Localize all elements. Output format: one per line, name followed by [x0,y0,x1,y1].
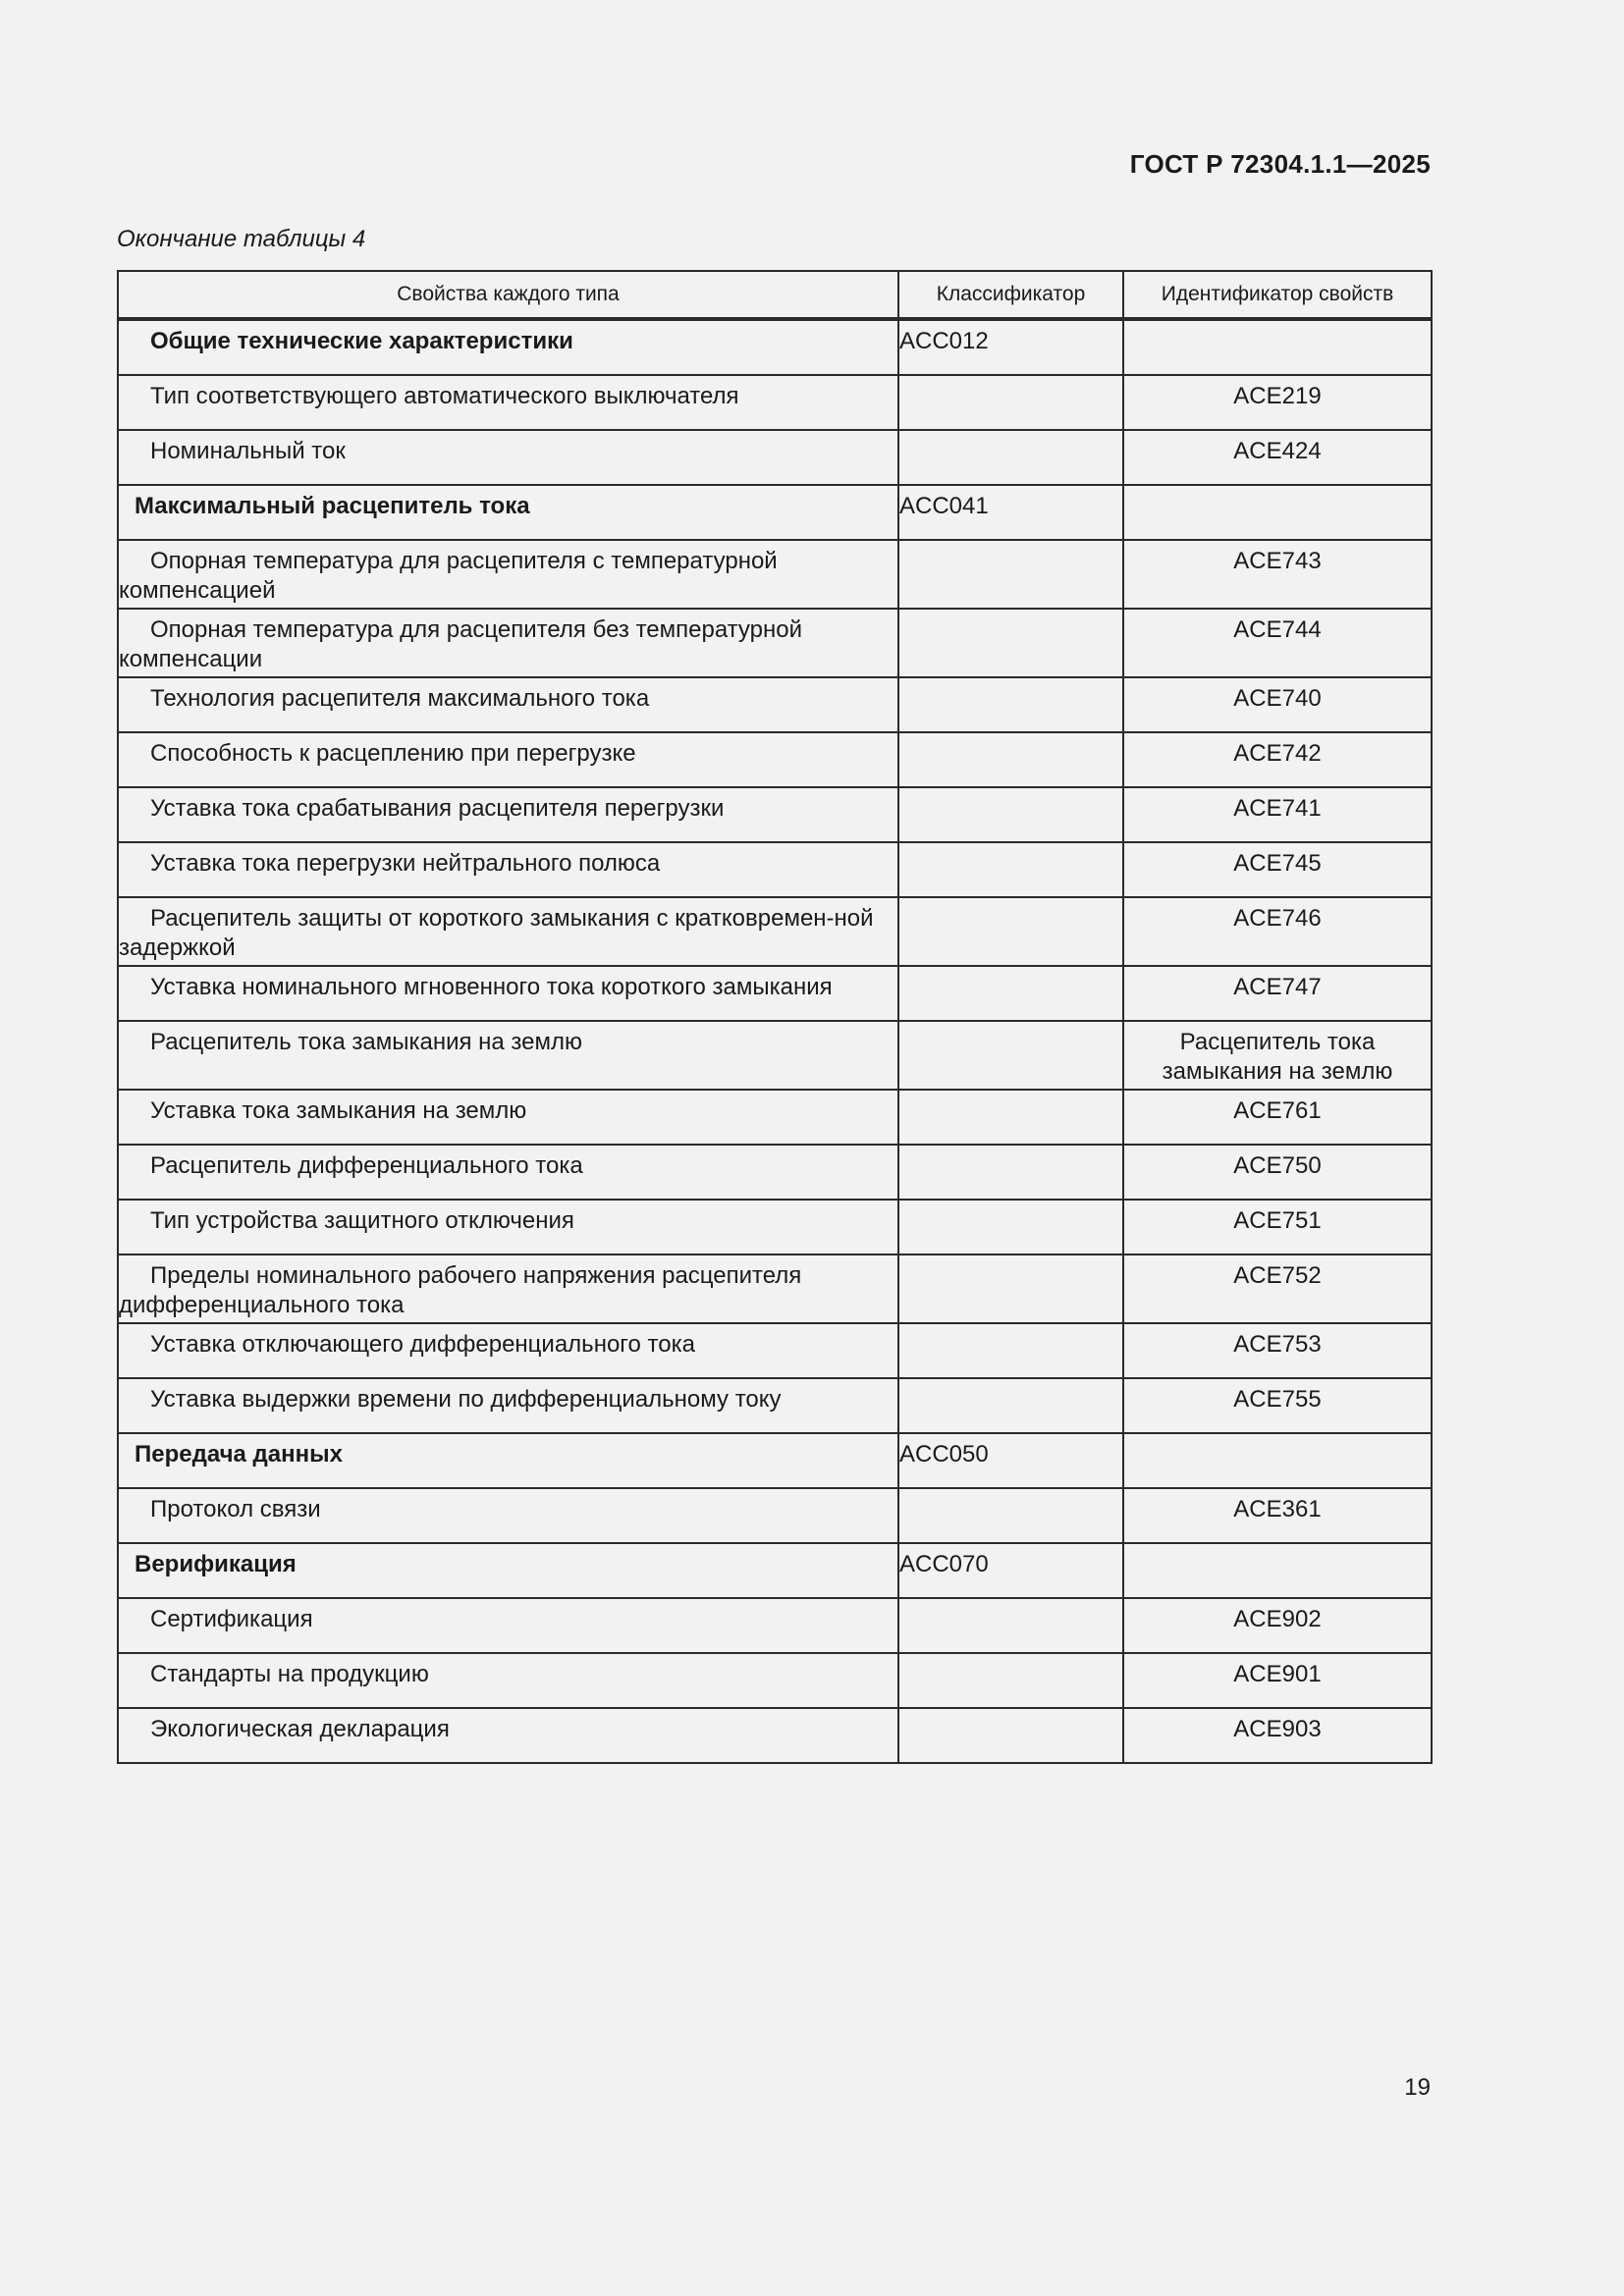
property-group-label: Общие технические характеристики [150,328,573,354]
identifier-cell: ACE744 [1123,609,1432,677]
property-name-cell [118,677,898,732]
table-row [118,1708,1432,1763]
property-name-cell [118,1378,898,1433]
property-name-cell [118,1543,898,1598]
property-name-cell [118,966,898,1021]
table-row [118,375,1432,430]
table-row [118,1090,1432,1145]
classifier-cell [898,1255,1123,1323]
column-header-properties: Свойства каждого типа [118,271,898,319]
property-name: Способность к расцеплению при перегрузке [150,740,636,767]
table-row [118,1145,1432,1200]
property-name-cell [118,1653,898,1708]
property-name: Уставка отключающего дифференциального тока [150,1331,695,1358]
table-group-row [118,485,1432,540]
property-name-cell [118,1488,898,1543]
identifier-cell: ACE903 [1123,1708,1432,1763]
property-group-label: Максимальный расцепитель тока [135,493,530,519]
table-row [118,1598,1432,1653]
property-group-label: Верификация [135,1551,297,1577]
identifier-cell: ACE901 [1123,1653,1432,1708]
table-row [118,1653,1432,1708]
property-name-cell [118,1708,898,1763]
property-name-cell [118,1021,898,1090]
identifier-cell: ACE741 [1123,787,1432,842]
classifier-cell [898,787,1123,842]
column-header-classifier: Классификатор [898,271,1123,319]
property-name: Сертификация [150,1606,313,1632]
property-name-cell [118,1200,898,1255]
property-name: Опорная температура для расцепителя с температурной компенсацией [119,548,778,604]
classifier-cell [898,430,1123,485]
property-name: Уставка выдержки времени по дифференциальному току [150,1386,782,1413]
classifier-cell [898,1200,1123,1255]
identifier-cell: ACE755 [1123,1378,1432,1433]
identifier-cell: ACE747 [1123,966,1432,1021]
identifier-cell: ACE752 [1123,1255,1432,1323]
property-name-cell [118,732,898,787]
property-name-cell [118,540,898,609]
property-name-cell [118,787,898,842]
property-name-cell [118,897,898,966]
classifier-cell [898,897,1123,966]
property-name: Стандарты на продукцию [150,1661,429,1687]
property-name-cell [118,319,898,375]
classifier-cell: ACC070 [898,1543,1123,1598]
properties-table [117,270,1433,1764]
table-row [118,430,1432,485]
identifier-cell: ACE743 [1123,540,1432,609]
classifier-cell [898,1323,1123,1378]
identifier-cell: ACE745 [1123,842,1432,897]
table-row [118,1378,1432,1433]
classifier-cell: ACC012 [898,319,1123,375]
identifier-cell: ACE740 [1123,677,1432,732]
classifier-cell [898,842,1123,897]
table-group-row [118,1433,1432,1488]
identifier-cell [1123,319,1432,375]
table-row [118,787,1432,842]
property-name: Тип устройства защитного отключения [150,1207,574,1234]
classifier-cell [898,1145,1123,1200]
column-header-identifier: Идентификатор свойств [1123,271,1432,319]
property-name-cell [118,430,898,485]
classifier-cell [898,1708,1123,1763]
table-row [118,1255,1432,1323]
identifier-cell [1123,1543,1432,1598]
identifier-cell: ACE219 [1123,375,1432,430]
identifier-cell: ACE750 [1123,1145,1432,1200]
identifier-cell [1123,1433,1432,1488]
document-code: ГОСТ Р 72304.1.1—2025 [1129,149,1431,179]
property-name: Расцепитель защиты от короткого замыкания с кратковремен-ной задержкой [119,905,874,961]
identifier-cell: Расцепитель тока замыкания на землю [1123,1021,1432,1090]
table-row [118,966,1432,1021]
classifier-cell [898,732,1123,787]
classifier-cell [898,1090,1123,1145]
identifier-cell: ACE424 [1123,430,1432,485]
property-name-cell [118,1433,898,1488]
classifier-cell: ACC041 [898,485,1123,540]
classifier-cell [898,677,1123,732]
table-header-row [118,271,1432,319]
classifier-cell [898,1021,1123,1090]
identifier-cell: ACE751 [1123,1200,1432,1255]
identifier-cell [1123,485,1432,540]
property-name-cell [118,1323,898,1378]
table-row [118,1488,1432,1543]
table-row [118,1021,1432,1090]
property-name: Уставка тока перегрузки нейтрального полюса [150,850,661,877]
property-name-cell [118,609,898,677]
classifier-cell [898,1488,1123,1543]
property-name-cell [118,1598,898,1653]
property-name: Технология расцепителя максимального тока [150,685,650,712]
identifier-cell: ACE746 [1123,897,1432,966]
classifier-cell [898,609,1123,677]
table-row [118,1323,1432,1378]
classifier-cell [898,1378,1123,1433]
table-row [118,897,1432,966]
property-name: Уставка номинального мгновенного тока короткого замыкания [150,974,833,1000]
identifier-cell: ACE742 [1123,732,1432,787]
identifier-cell: ACE361 [1123,1488,1432,1543]
table-row [118,1200,1432,1255]
table-caption: Окончание таблицы 4 [117,226,366,252]
page-number: 19 [1404,2074,1431,2101]
classifier-cell: ACC050 [898,1433,1123,1488]
classifier-cell [898,375,1123,430]
property-name: Тип соответствующего автоматического выключателя [150,383,739,409]
property-group-label: Передача данных [135,1441,343,1468]
property-name: Номинальный ток [150,438,346,464]
table-group-row [118,1543,1432,1598]
classifier-cell [898,1653,1123,1708]
identifier-cell: ACE902 [1123,1598,1432,1653]
property-name: Опорная температура для расцепителя без температурной компенсации [119,616,802,672]
property-name: Уставка тока срабатывания расцепителя перегрузки [150,795,725,822]
table-row [118,609,1432,677]
table-row [118,677,1432,732]
classifier-cell [898,966,1123,1021]
table-group-row [118,319,1432,375]
table-row [118,732,1432,787]
table-row [118,842,1432,897]
property-name: Пределы номинального рабочего напряжения расцепителя дифференциального тока [119,1262,802,1318]
property-name: Протокол связи [150,1496,321,1522]
property-name-cell [118,1145,898,1200]
classifier-cell [898,540,1123,609]
classifier-cell [898,1598,1123,1653]
identifier-cell: ACE761 [1123,1090,1432,1145]
property-name-cell [118,485,898,540]
table-row [118,540,1432,609]
property-name: Уставка тока замыкания на землю [150,1097,527,1124]
property-name: Расцепитель дифференциального тока [150,1152,583,1179]
property-name-cell [118,1255,898,1323]
property-name: Расцепитель тока замыкания на землю [150,1029,583,1055]
property-name-cell [118,1090,898,1145]
property-name-cell [118,842,898,897]
property-name: Экологическая декларация [150,1716,450,1742]
property-name-cell [118,375,898,430]
table-body [118,319,1432,1763]
identifier-cell: ACE753 [1123,1323,1432,1378]
